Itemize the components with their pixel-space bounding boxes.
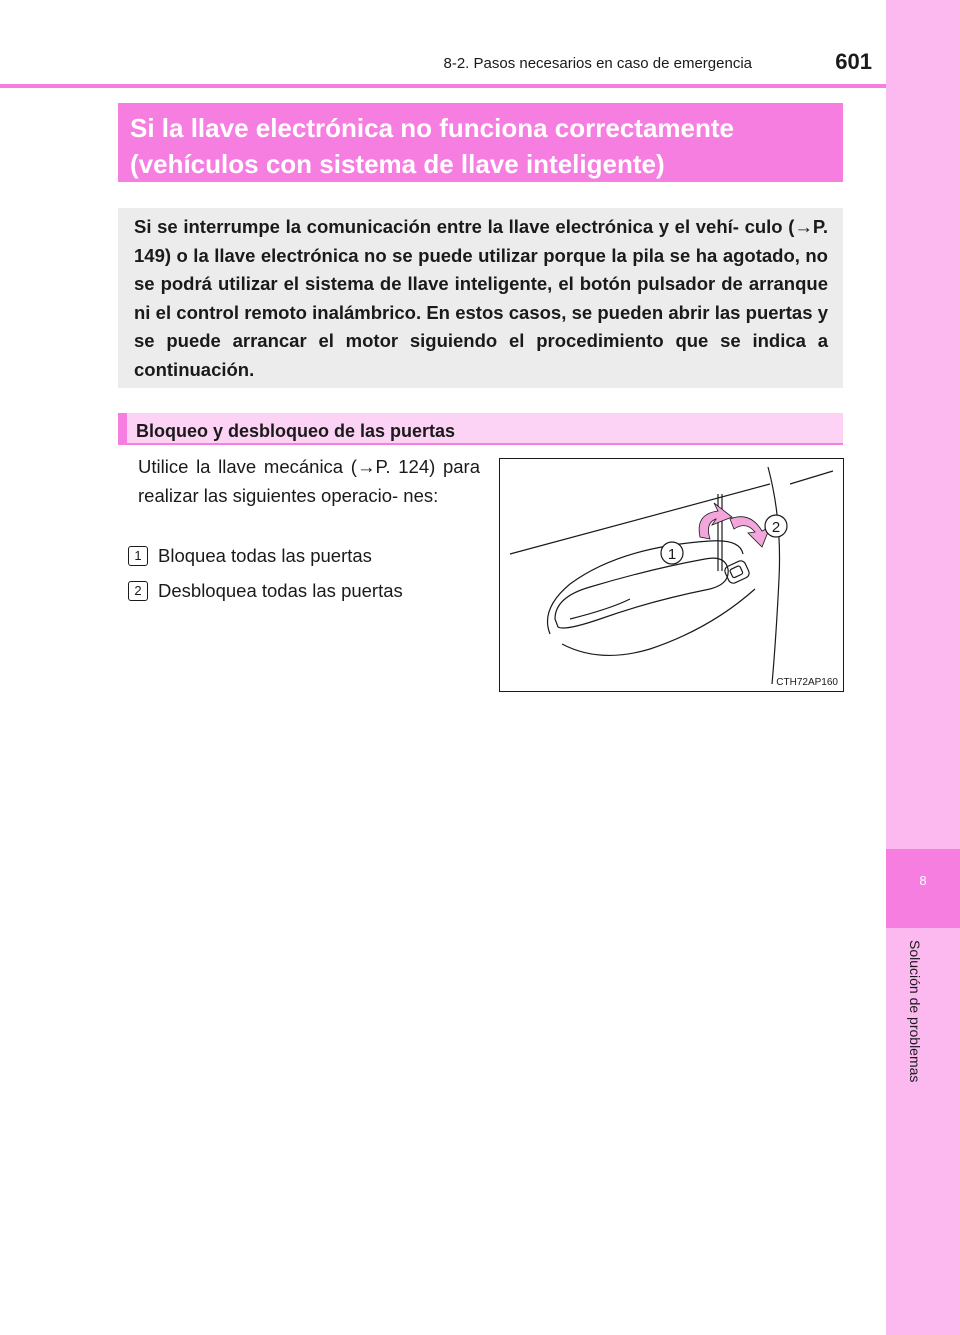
chapter-number: 8 (919, 873, 927, 888)
intro-text: Si se interrumpe la comunicación entre la llave electrónica y el vehí- culo (→P. 149) o la llave electrónica no se puede utilizar porque la pila se ha agotado, no se podrá utilizar el sistema de llave inteligente, el botón pulsador de arranque ni el control remoto inalámbrico. En estos casos, se pueden abrir las puertas y se puede arrancar el motor siguiendo el procedimiento que se indica a continuación. (134, 216, 828, 380)
item-text: Bloquea todas las puertas (158, 545, 372, 566)
header-section-title: 8-2. Pasos necesarios en caso de emergencia (443, 55, 752, 72)
page-title-line-1: Si la llave electrónica no funciona correctamente (130, 113, 734, 143)
item-number-badge: 2 (128, 581, 148, 601)
page-title (118, 103, 843, 182)
intro-box (118, 208, 843, 388)
header-rule (0, 84, 886, 88)
page-title-line-2: (vehículos con sistema de llave inteligente) (130, 149, 665, 179)
chapter-label: Solución de problemas (907, 940, 923, 1083)
list-item (128, 545, 372, 567)
unlock-arrow-icon (730, 517, 770, 547)
lock-arrow-icon (699, 503, 732, 539)
item-text: Desbloquea todas las puertas (158, 580, 403, 601)
figure-code: CTH72AP160 (776, 677, 838, 688)
callout-2-label: 2 (771, 519, 781, 536)
body-paragraph: Utilice la llave mecánica (→P. 124) para realizar las siguientes operacio- nes: (138, 456, 480, 506)
side-strip (886, 0, 960, 1335)
section-heading-bar (118, 413, 127, 445)
door-handle-illustration (500, 459, 843, 691)
list-item (128, 580, 403, 602)
item-number-badge: 1 (128, 546, 148, 566)
chapter-tab (886, 849, 960, 928)
page-number: 601 (835, 49, 872, 74)
callout-1-label: 1 (667, 546, 677, 563)
section-heading: Bloqueo y desbloqueo de las puertas (136, 421, 456, 441)
door-handle-figure (499, 458, 844, 692)
